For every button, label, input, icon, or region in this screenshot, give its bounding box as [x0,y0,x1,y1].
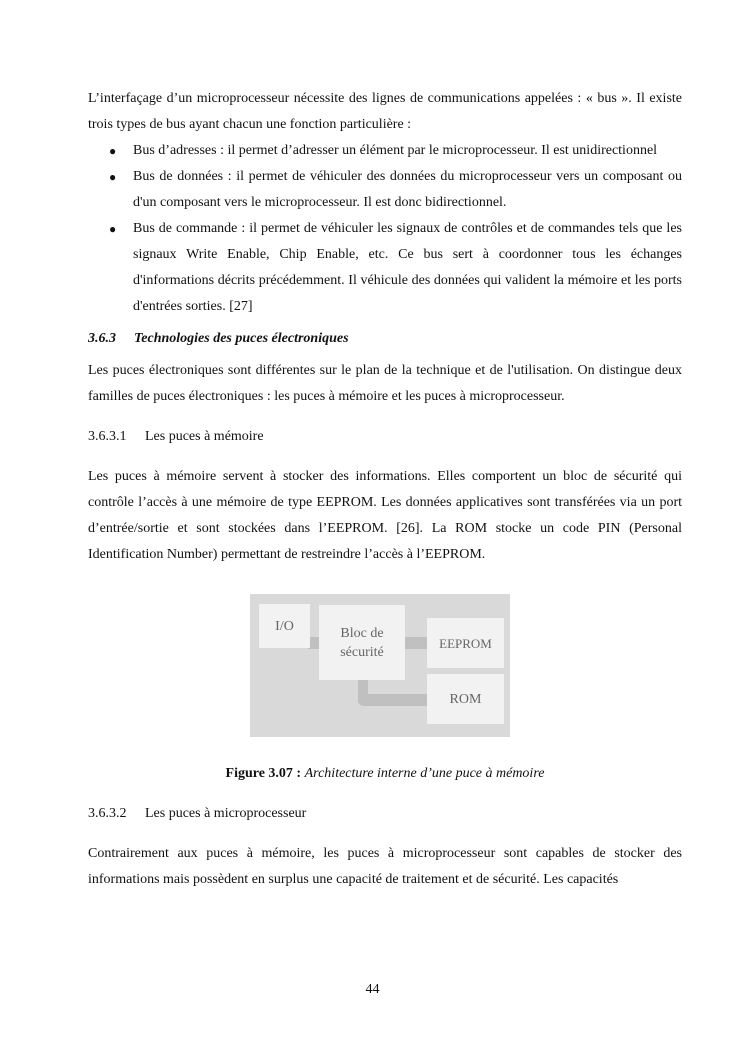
memory-paragraph: Les puces à mémoire servent à stocker des informations. Elles comportent un bloc de sécurité qui contrôle l’accès à une mémoire de type EEPROM. Les données applicatives sont transférées via un port d’entrée/sortie et sont stockées dans l’EEPROM. [26]. La ROM stocke un code PIN (Personal Identification Number) permettant de restreindre l’accès à l’EEPROM. [88,469,682,562]
caption-label: Figure 3.07 : [225,766,302,781]
subsection-number: 3.6.3.1 [88,429,127,444]
rom-block: ROM [427,674,504,724]
caption-text: Architecture interne d’une puce à mémoire [304,766,545,781]
bullet-icon: ● [109,170,117,184]
microprocessor-paragraph: Contrairement aux puces à mémoire, les puces à microprocesseur sont capables de stocker des informations mais possèdent en surplus une capacité de traitement et de sécurité. Les capacités [88,846,682,887]
page-number: 44 [365,982,380,997]
memory-chip-diagram [250,594,510,737]
bullet-icon: ● [109,222,117,236]
section-title: Technologies des puces électroniques [134,331,349,346]
list-item: ● Bus de données : il permet de véhiculer des données du microprocesseur vers un composant ou d'un composant vers le microprocesseur. Il est donc bidirectionnel. [88,164,682,216]
eeprom-block: EEPROM [427,618,504,668]
page-body [88,86,682,893]
subsection-title: Les puces à microprocesseur [145,806,307,821]
subsection-heading-memory [88,424,682,450]
section-paragraph: Les puces électroniques sont différentes sur le plan de la technique et de l'utilisation. On distingue deux familles de puces électroniques : les puces à mémoire et les puces à microprocesseur. [88,363,682,404]
list-item: ● Bus d’adresses : il permet d’adresser un élément par le microprocesseur. Il est unidirectionnel [88,138,682,164]
section-heading [88,326,682,352]
connector-line [358,694,428,706]
io-block: I/O [259,604,310,648]
list-item: ● Bus de commande : il permet de véhiculer les signaux de contrôles et de commandes tels que les signaux Write Enable, Chip Enable, etc. Ce bus sert à coordonner tous les échanges d'informations décrits précédemment. Il véhicule des données qui valident la mémoire et les ports d'entrées sorties. [27] [88,216,682,320]
intro-paragraph: L’interfaçage d’un microprocesseur nécessite des lignes de communications appelées : « bus ». Il existe trois types de bus ayant chacun une fonction particulière : [88,91,682,132]
bus-list [88,138,682,320]
section-number: 3.6.3 [88,331,116,346]
bullet-icon: ● [109,144,117,158]
subsection-number: 3.6.3.2 [88,806,127,821]
security-block: Bloc de sécurité [319,605,405,680]
subsection-title: Les puces à mémoire [145,429,264,444]
connector-line [404,637,428,649]
figure-caption [88,761,682,787]
subsection-heading-microprocessor [88,801,682,827]
